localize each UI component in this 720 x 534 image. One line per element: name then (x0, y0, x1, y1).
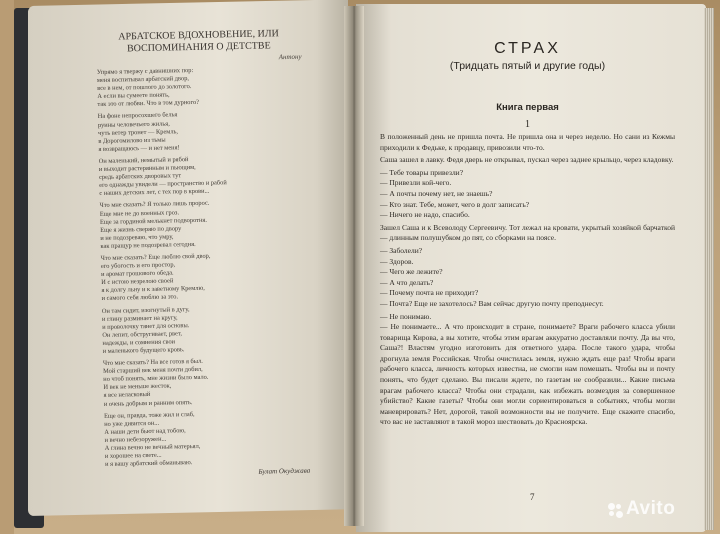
book-gutter (344, 6, 364, 526)
poem-stanza: Он там сидит, изогнутый в дугу, и глину разминает на кругу, и проволочку тянет для основы. Он лепит, обстругивает, рвет, надежды, и сомнения свои и маленького будущего кровь. (101, 305, 190, 355)
body-paragraph: — Не понимаю. — Не понимаете... А что происходит в стране, понимаете? Враги рабочего класса убили товарища Кирова, а вы хотите, чтобы этим врагам аккуратно доставляли почту. Да вы что, Саша?! Властям угодно изготовить для ответного удара. После такого удара, чтобы дрогнула земля Российская. Чтобы очистилась земля, нужно ждать еще раз! Чтобы враги рабочего класса, личность которых известна, не смогли нам помешать. Чтобы вы и почту понять, что будет сделано. Вы писали ждете, по газетам не сообразили... Какие письма врагам рабочего класса? Чтобы они страдали, как избежать возмездия за совершенное убийство? Какие газеты? Чтобы они могли сориентироваться в событиях, чтобы могли маневрировать? Нет, дорогой, такой возможности вы не получите. Еще скажите спасибо, что вас не заставляют в такой мороз шествовать до Красноярска. (380, 311, 675, 427)
chapter-number: 1 (525, 119, 530, 130)
poem-stanza: Он маленький, немытый и рябой и выходит растерянным и пьющим, средь арбатских дворовых тут его однажды увидели — пространство и рабой с наших детских лет, с тех пор в крови... (98, 156, 227, 198)
page-number: 7 (530, 492, 535, 502)
poem-stanza: Что мне сказать? Еще люблю свой двор, его убогость и его простор, и аромат грошового обеда. И с истою незрелою своей я к долгу льну и к заветному Кремлю, и самого себя люблю за это. (100, 252, 211, 303)
poem-title: АРБАТСКОЕ ВДОХНОВЕНИЕ, ИЛИ ВОСПОМИНАНИЯ О ДЕТСТВЕ (118, 28, 279, 55)
poem-stanza: Еще он, правда, тоже жил и слаб, но уже дивится он... А наши дети бьют над тобою, и вечно небезоружен... А глина вечно не вечный матерьял, и хорошее на свете... и я вашу арбатский обманываю. (103, 410, 201, 469)
body-paragraph: Саша зашел в лавку. Федя дверь не открывал, пускал через заднее крыльцо, через кладовку. (380, 155, 674, 165)
poem-stanza: На фоне непросохшего белья руины человечьего жилья, чуть ветер тронет — Кремль, в Дорогомилово из тьмы я возвращаюсь — и нет меня! (97, 111, 180, 153)
poem-dedication: Антону (278, 52, 302, 62)
chapter-column (380, 40, 675, 428)
book-part-heading: Книга первая (496, 102, 559, 113)
poem-stanza: Упрямо я твержу с давнишних пор: меня воспитывал арбатский двор, все в нем, от пошлого до золотого. А если вы сумеете понять, так это от любви. Что в том дурного? (96, 66, 200, 109)
body-paragraph: В положенный день не пришла почта. Не пришла она и через неделю. Но сани из Кежмы приходили к Федьке, к продавцу, привозили что-то. (380, 132, 675, 152)
poem-author: Булат Окуджава (258, 466, 311, 477)
avito-watermark: Avito (626, 498, 676, 519)
book-subtitle: (Тридцать пятый и другие годы) (449, 60, 606, 72)
poem-stanza: Что мне сказать? На все готов я был. Мой старший век меня почти добил, но чтоб понять, мне жизни было мало. И век не меньше жесток, я все неласковый и очень добрым и ранним опять. (102, 357, 209, 408)
body-paragraph: — Заболели? — Здоров. — Чего же лежите? — А что делать? — Почему почта не приходит? — Почта? Еще не захотелось? Вам сейчас другую почту преподнесут. (380, 245, 604, 308)
body-paragraph: Зашел Саша и к Всеволоду Сергеевичу. Тот лежал на кровати, укрытый хозяйкой барчаткой — длинным полушубком до пят, со сборками на поясе. (380, 222, 675, 243)
avito-logo-icon (608, 503, 624, 519)
page-edges (704, 8, 714, 530)
table-surface (0, 0, 14, 534)
book-title: СТРАХ (494, 40, 561, 57)
poem-stanza: Что мне сказать? Я только лишь пророс. Еще мне не до военных гроз. Еще за гординой мелькнет подворотня. Еще я жизнь сверяю по двору и не подозреваю, что умру, как пращур не подозревал сегодня. (99, 200, 210, 250)
poem-column (96, 28, 310, 480)
body-paragraph: — Тебе товары привезли? — Привезли кой-чего. — А почты почему нет, не знаешь? — Кто знат. Тебе, может, чего в долг записать? — Ничего не надо, спасибо. (380, 167, 530, 220)
